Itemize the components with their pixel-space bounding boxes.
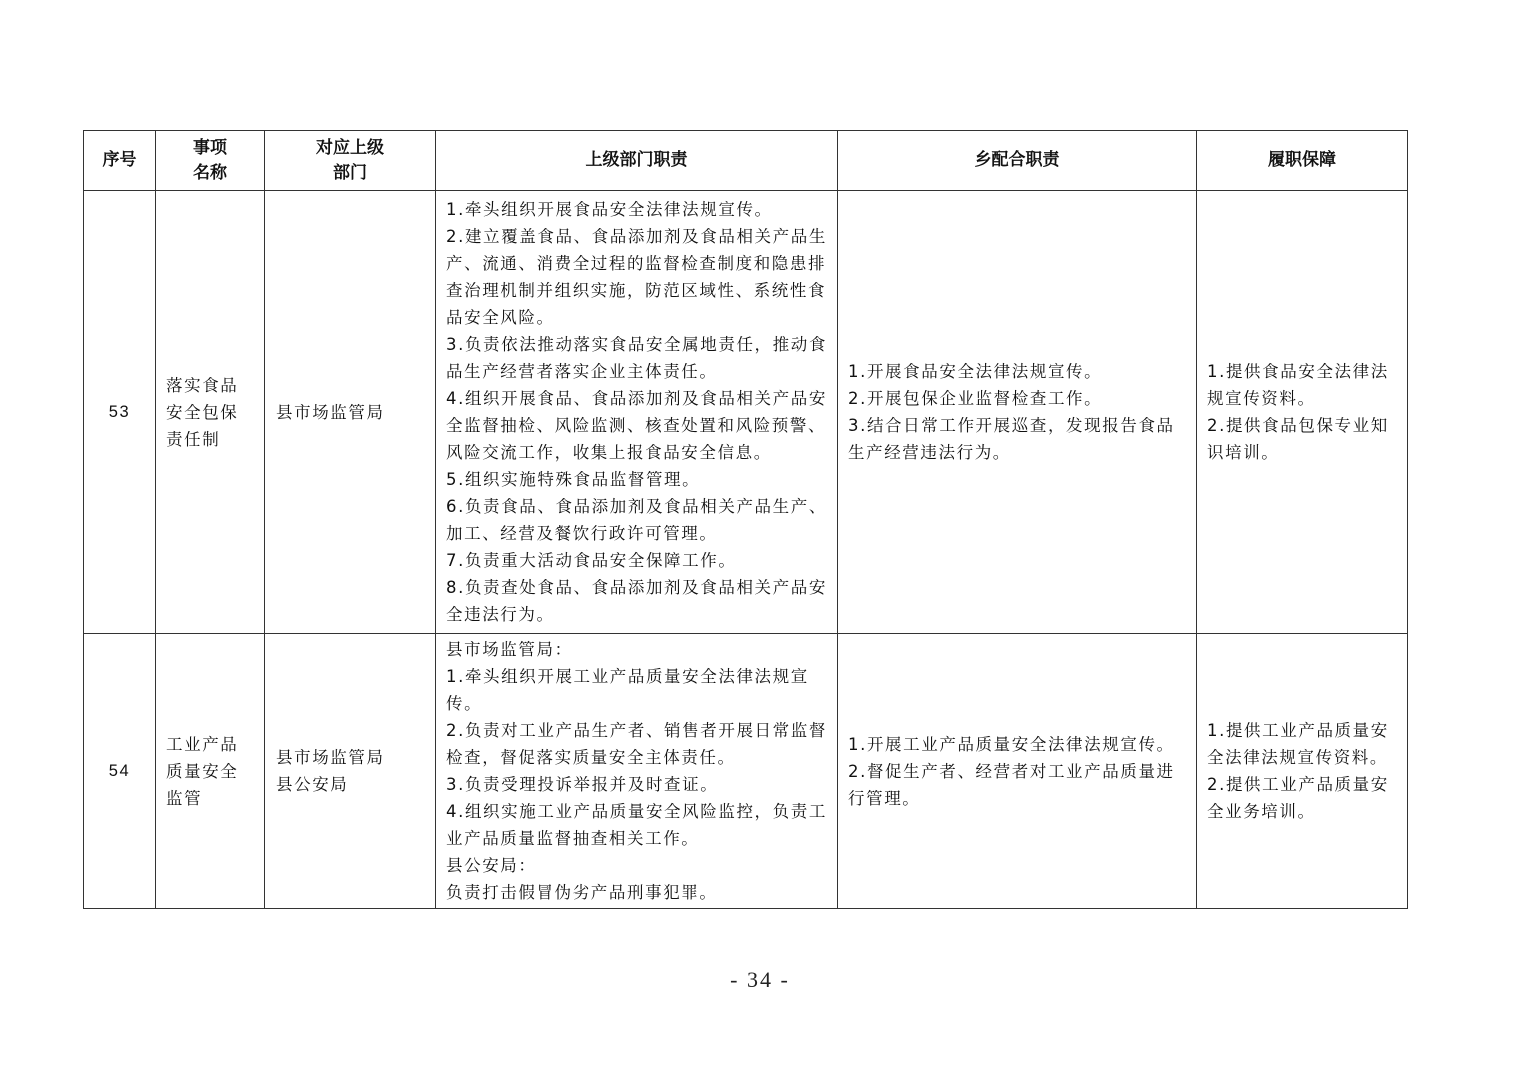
duty-item: 1.牵头组织开展工业产品质量安全法律法规宣传。 (446, 667, 809, 713)
header-town-duty: 乡配合职责 (838, 131, 1197, 191)
duty-item: 1.牵头组织开展食品安全法律法规宣传。 (446, 200, 773, 219)
header-guarantee: 履职保障 (1197, 131, 1408, 191)
duty-item: 县公安局： (446, 856, 537, 875)
header-item-name (156, 131, 265, 191)
header-item-name-line1: 事项 (193, 137, 227, 158)
row-seq: 53 (84, 191, 156, 634)
header-superior-dept-line2: 部门 (333, 162, 367, 183)
duty-item: 县市场监管局： (446, 640, 573, 659)
town-duty-item: 3.结合日常工作开展巡查，发现报告食品生产经营违法行为。 (848, 416, 1175, 462)
duty-item: 6.负责食品、食品添加剂及食品相关产品生产、加工、经营及餐饮行政许可管理。 (446, 497, 827, 543)
duty-item: 3.负责依法推动落实食品安全属地责任，推动食品生产经营者落实企业主体责任。 (446, 335, 827, 381)
department-line: 县市场监管局 (276, 748, 385, 767)
header-superior-duty: 上级部门职责 (436, 131, 838, 191)
row-guarantees (1197, 191, 1408, 634)
town-duty-item: 2.开展包保企业监督检查工作。 (848, 389, 1103, 408)
table-row (84, 191, 1408, 634)
row-item-name (156, 191, 265, 634)
department-line: 县公安局 (276, 775, 349, 794)
header-row (84, 131, 1408, 191)
duty-item: 4.组织实施工业产品质量安全风险监控，负责工业产品质量监督抽查相关工作。 (446, 802, 827, 848)
duty-item: 8.负责查处食品、食品添加剂及食品相关产品安全违法行为。 (446, 578, 827, 624)
header-seq: 序号 (84, 131, 156, 191)
town-duty-item: 1.开展食品安全法律法规宣传。 (848, 362, 1103, 381)
guarantee-item: 1.提供工业产品质量安全法律法规宣传资料。 (1207, 721, 1389, 767)
duty-item: 3.负责受理投诉举报并及时查证。 (446, 775, 719, 794)
item-name-line: 工业产品 (166, 734, 239, 754)
header-superior-dept-line1: 对应上级 (316, 137, 384, 158)
row-seq: 54 (84, 634, 156, 909)
duty-table (83, 130, 1408, 909)
row-department (265, 634, 436, 909)
table-row (84, 634, 1408, 909)
duty-item: 5.组织实施特殊食品监督管理。 (446, 470, 701, 489)
guarantee-item: 2.提供工业产品质量安全业务培训。 (1207, 775, 1389, 821)
duty-item: 负责打击假冒伪劣产品刑事犯罪。 (446, 883, 718, 902)
row-item-name (156, 634, 265, 909)
town-duty-item: 2.督促生产者、经营者对工业产品质量进行管理。 (848, 761, 1175, 808)
row-town-duties (838, 634, 1197, 909)
department-line: 县市场监管局 (276, 402, 385, 422)
duty-item: 2.负责对工业产品生产者、销售者开展日常监督检查，督促落实质量安全主体责任。 (446, 721, 827, 767)
item-name-line: 质量安全 (166, 761, 239, 781)
item-name-line: 落实食品 (166, 375, 239, 395)
guarantee-item: 1.提供食品安全法律法规宣传资料。 (1207, 362, 1389, 408)
item-name-line: 责任制 (166, 429, 221, 449)
duty-item: 4.组织开展食品、食品添加剂及食品相关产品安全监督抽检、风险监测、核查处置和风险预警、风险交流工作，收集上报食品安全信息。 (446, 389, 827, 462)
row-guarantees (1197, 634, 1408, 909)
duty-item: 2.建立覆盖食品、食品添加剂及食品相关产品生产、流通、消费全过程的监督检查制度和隐患排查治理机制并组织实施，防范区域性、系统性食品安全风险。 (446, 227, 827, 327)
row-department (265, 191, 436, 634)
header-item-name-line2: 名称 (193, 162, 227, 183)
row-superior-duties (436, 634, 838, 909)
row-superior-duties (436, 191, 838, 634)
header-superior-dept (265, 131, 436, 191)
item-name-line: 监管 (166, 788, 203, 808)
page-number: - 34 - (730, 967, 790, 992)
item-name-line: 安全包保 (166, 402, 239, 422)
row-town-duties (838, 191, 1197, 634)
guarantee-item: 2.提供食品包保专业知识培训。 (1207, 416, 1389, 462)
town-duty-item: 1.开展工业产品质量安全法律法规宣传。 (848, 734, 1175, 754)
duty-item: 7.负责重大活动食品安全保障工作。 (446, 551, 737, 570)
